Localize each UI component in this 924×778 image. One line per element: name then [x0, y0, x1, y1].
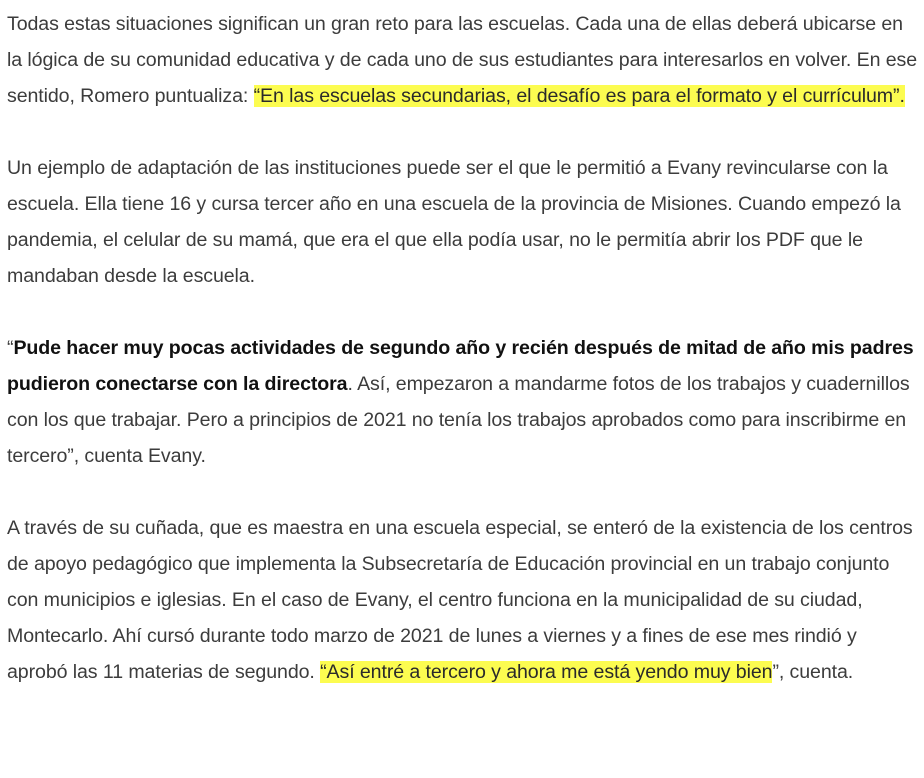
paragraph-2-text: Un ejemplo de adaptación de las instituciones puede ser el que le permitió a Evany revincularse con la escuela. Ella tiene 16 y cursa tercer año en una escuela de la provincia de Misiones. Cuando empezó la pandemia, el celular de su mamá, que era el que ella podía usar, no le permitía abrir los PDF que le mandaban desde la escuela.	[7, 157, 901, 287]
paragraph-1	[7, 6, 919, 114]
paragraph-3-text: . Así, empezaron a mandarme fotos de los trabajos y cuadernillos con los que trabajar. Pero a principios de 2021 no tenía los trabajos aprobados como para inscribirme en tercero”, cuenta Evany.	[7, 373, 910, 467]
paragraph-3-open-quote: “	[7, 337, 14, 359]
bold-quote: Pude hacer muy pocas actividades de segundo año y recién después de mitad de año mis padres pudieron conectarse con la directora	[7, 337, 914, 395]
highlighted-quote: “Así entré a tercero y ahora me está yendo muy bien	[320, 661, 773, 683]
paragraph-4-tail: ”, cuenta.	[772, 661, 854, 683]
paragraph-3	[7, 330, 919, 474]
paragraph-4	[7, 510, 919, 690]
article-body	[7, 6, 919, 690]
highlighted-quote: “En las escuelas secundarias, el desafío es para el formato y el currículum”.	[253, 85, 905, 107]
paragraph-4-text: A través de su cuñada, que es maestra en una escuela especial, se enteró de la existencia de los centros de apoyo pedagógico que implementa la Subsecretaría de Educación provincial en un trabajo conjunto con municipios e iglesias. En el caso de Evany, el centro funciona en la municipalidad de su ciudad, Montecarlo. Ahí cursó durante todo marzo de 2021 de lunes a viernes y a fines de ese mes rindió y aprobó las 11 materias de segundo.	[7, 517, 913, 683]
paragraph-1-text: Todas estas situaciones significan un gran reto para las escuelas. Cada una de ellas deberá ubicarse en la lógica de su comunidad educativa y de cada uno de sus estudiantes para interesarlos en volver. En ese sentido, Romero puntualiza:	[7, 13, 917, 107]
paragraph-2	[7, 150, 919, 294]
